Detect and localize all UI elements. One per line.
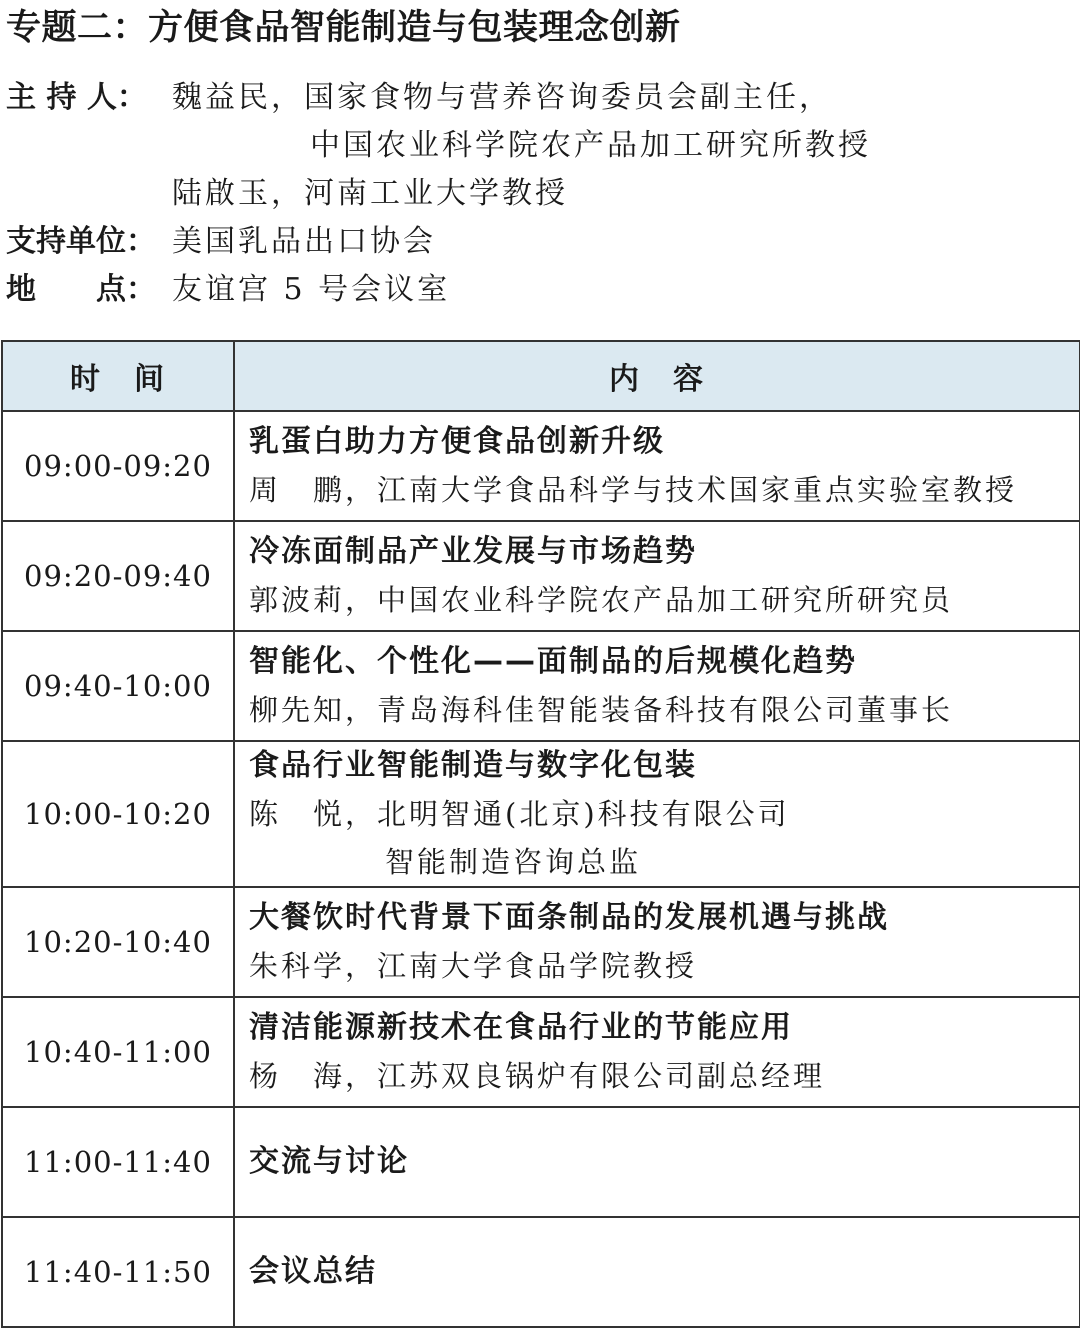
session-speaker: 陈 悦，北明智通(北京)科技有限公司 bbox=[249, 797, 790, 831]
table-row bbox=[2, 741, 1080, 887]
session-topic: 交流与讨论 bbox=[249, 1144, 409, 1179]
session-content bbox=[234, 411, 1080, 521]
session-topic: 清洁能源新技术在食品行业的节能应用 bbox=[249, 1010, 793, 1045]
host-row bbox=[6, 76, 1076, 120]
header-time: 时 间 bbox=[2, 341, 234, 411]
session-time: 11:00-11:40 bbox=[2, 1107, 234, 1217]
session-topic: 乳蛋白助力方便食品创新升级 bbox=[249, 424, 665, 459]
session-content bbox=[234, 741, 1080, 887]
host-row-2 bbox=[6, 172, 1076, 216]
support-row bbox=[6, 220, 1076, 264]
session-time: 09:20-09:40 bbox=[2, 521, 234, 631]
session-content bbox=[234, 1107, 1080, 1217]
session-time: 10:20-10:40 bbox=[2, 887, 234, 997]
session-time: 11:40-11:50 bbox=[2, 1217, 234, 1327]
location-value: 友谊宫 5 号会议室 bbox=[172, 272, 451, 307]
location-row bbox=[6, 268, 1076, 312]
session-time: 09:40-10:00 bbox=[2, 631, 234, 741]
session-time: 09:00-09:20 bbox=[2, 411, 234, 521]
table-row bbox=[2, 1217, 1080, 1327]
table-row bbox=[2, 997, 1080, 1107]
host-1-affiliation: 中国农业科学院农产品加工研究所教授 bbox=[310, 128, 871, 163]
session-time: 10:40-11:00 bbox=[2, 997, 234, 1107]
session-content bbox=[234, 521, 1080, 631]
session-speaker: 杨 海，江苏双良锅炉有限公司副总经理 bbox=[249, 1059, 826, 1093]
session-content bbox=[234, 1217, 1080, 1327]
host-label: 主 持 人： bbox=[6, 80, 147, 115]
table-row bbox=[2, 521, 1080, 631]
session-speaker: 朱科学，江南大学食品学院教授 bbox=[249, 949, 698, 983]
session-topic: 食品行业智能制造与数字化包装 bbox=[249, 748, 697, 783]
session-topic: 会议总结 bbox=[249, 1254, 377, 1289]
session-topic: 智能化、个性化——面制品的后规模化趋势 bbox=[249, 644, 857, 679]
host-1: 魏益民，国家食物与营养咨询委员会副主任， bbox=[172, 80, 832, 115]
host-row-cont bbox=[6, 124, 1076, 168]
table-row bbox=[2, 631, 1080, 741]
location-label: 地 点： bbox=[6, 272, 156, 307]
session-topic: 大餐饮时代背景下面条制品的发展机遇与挑战 bbox=[249, 900, 889, 935]
support-value: 美国乳品出口协会 bbox=[172, 224, 436, 259]
table-row bbox=[2, 1107, 1080, 1217]
schedule-table bbox=[1, 340, 1080, 1328]
session-topic: 冷冻面制品产业发展与市场趋势 bbox=[249, 534, 697, 569]
session-speaker-title: 智能制造咨询总监 bbox=[385, 845, 642, 879]
session-content bbox=[234, 887, 1080, 997]
host-2: 陆啟玉，河南工业大学教授 bbox=[172, 176, 568, 211]
session-speaker: 郭波莉，中国农业科学院农产品加工研究所研究员 bbox=[249, 583, 954, 617]
session-content bbox=[234, 631, 1080, 741]
header-content: 内 容 bbox=[234, 341, 1080, 411]
table-header-row bbox=[2, 341, 1080, 411]
session-content bbox=[234, 997, 1080, 1107]
table-row bbox=[2, 411, 1080, 521]
table-row bbox=[2, 887, 1080, 997]
session-speaker: 周 鹏，江南大学食品科学与技术国家重点实验室教授 bbox=[249, 473, 1018, 507]
session-speaker: 柳先知，青岛海科佳智能装备科技有限公司董事长 bbox=[249, 693, 954, 727]
page-title: 专题二：方便食品智能制造与包装理念创新 bbox=[6, 8, 681, 48]
session-time: 10:00-10:20 bbox=[2, 741, 234, 887]
support-label: 支持单位： bbox=[6, 224, 156, 259]
